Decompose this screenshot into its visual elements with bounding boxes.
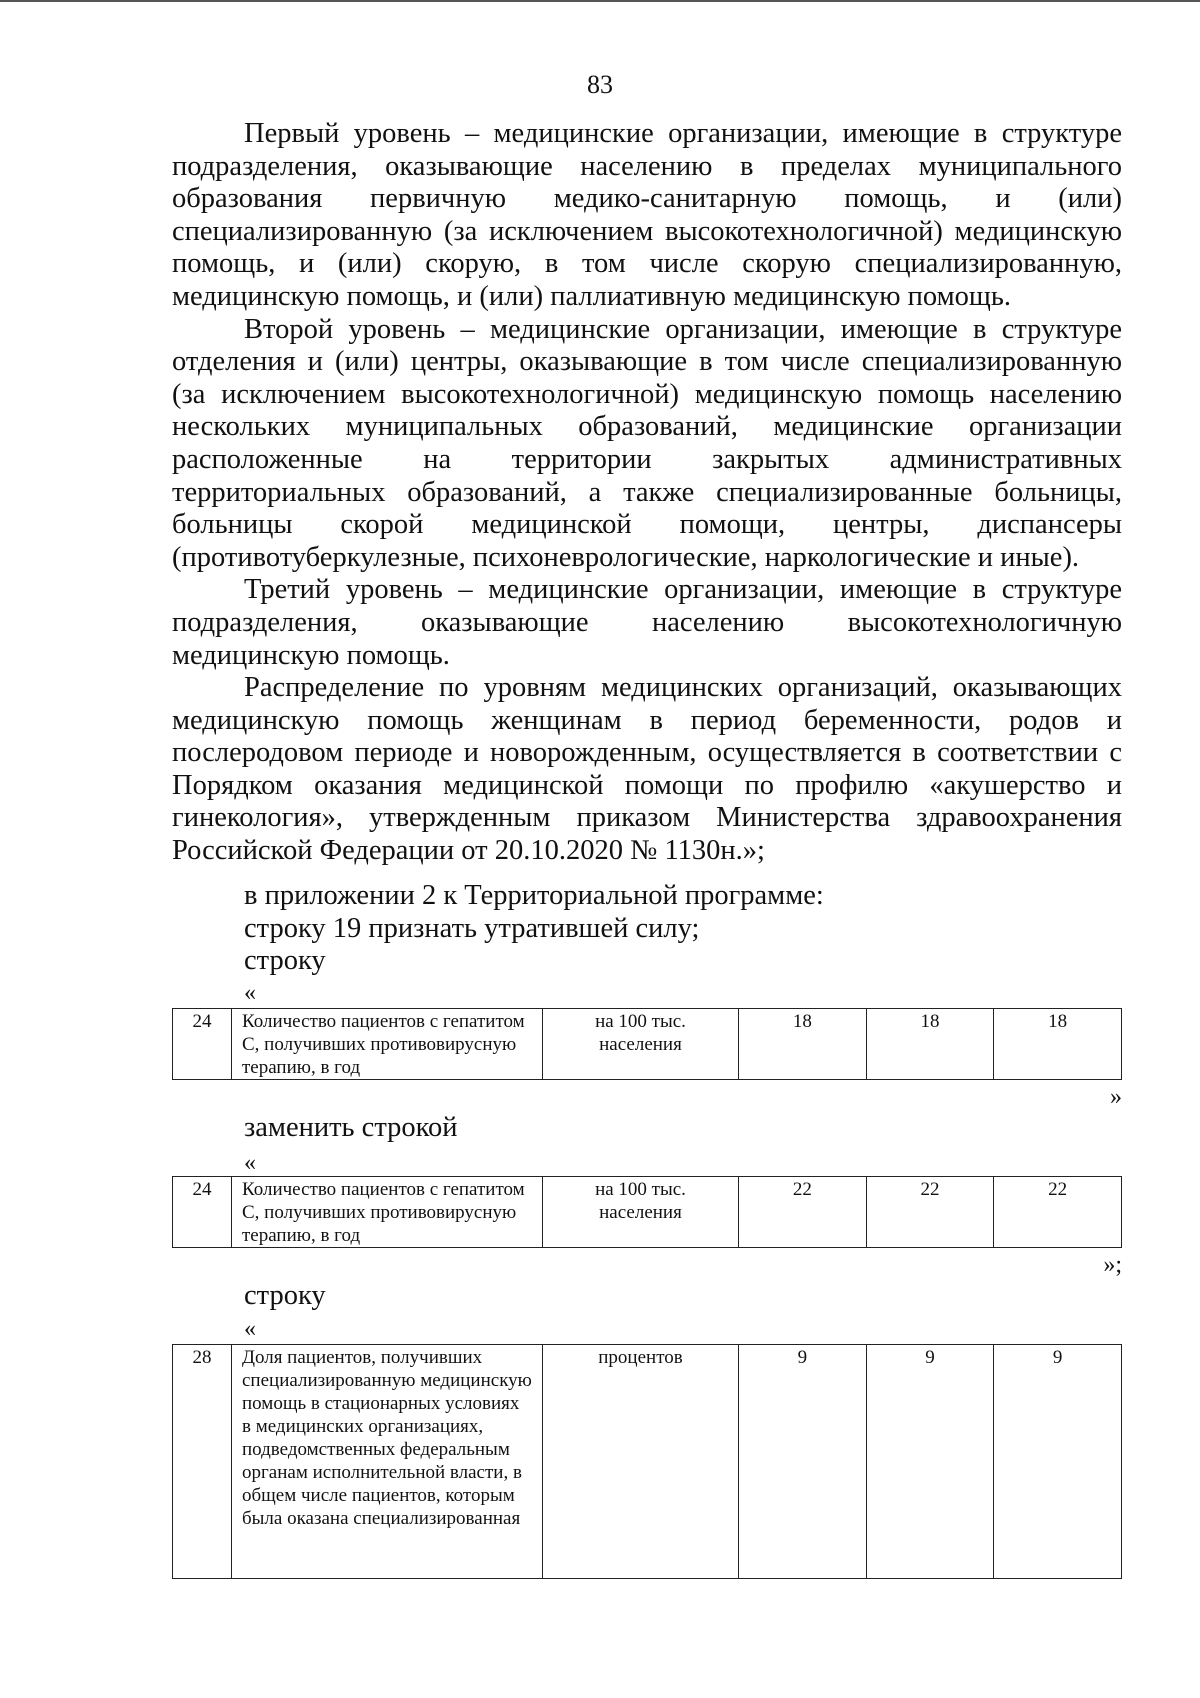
page-number: 83 — [587, 70, 613, 99]
row19-line: строку 19 признать утратившей силу; — [244, 913, 700, 944]
paragraph-third-level: Третий уровень – медицинские организации, имеющие в структуре подразделения, оказывающие населению высокотехнологичную медицинскую помощь. — [172, 574, 1122, 671]
table-row-share — [172, 1344, 1122, 1579]
row-word-line: строку — [244, 945, 326, 976]
cell-value-2: 22 — [866, 1177, 994, 1248]
cell-num: 28 — [173, 1345, 232, 1579]
paragraph-first-level: Первый уровень – медицинские организации, имеющие в структуре подразделения, оказывающие населению в пределах муниципального образования первичную медико-санитарную помощь, и (или) специализированную (за исключением высокотехнологичной) медицинскую помощь, и (или) скорую, в том числе скорую специализированную, медицинскую помощь, и (или) паллиативную медицинскую помощь. — [172, 118, 1122, 312]
paragraph-second-level: Второй уровень – медицинские организации, имеющие в структуре отделения и (или) центры, оказывающие в том числе специализированную (за исключением высокотехнологичной) медицинскую помощь населению нескольких муниципальных образований, медицинские организации расположенные на территории закрытых административных территориальных образований, а также специализированные больницы, больницы скорой медицинской помощи, центры, диспансеры (противотуберкулезные, психоневрологические, наркологические и иные). — [172, 313, 1122, 573]
table-row — [173, 1177, 1122, 1248]
cell-num: 24 — [173, 1009, 232, 1080]
replace-with-line: заменить строкой — [244, 1112, 458, 1143]
row-word-line-2: строку — [244, 1280, 326, 1311]
cell-value-3: 22 — [994, 1177, 1122, 1248]
close-quote-2: »; — [1103, 1252, 1122, 1278]
cell-value-3: 9 — [994, 1345, 1122, 1579]
cell-name: Количество пациентов с гепатитом С, получивших противовирусную терапию, в год — [232, 1177, 543, 1248]
cell-value-1: 9 — [739, 1345, 867, 1579]
open-quote-1: « — [244, 980, 256, 1006]
cell-name: Доля пациентов, получивших специализированную медицинскую помощь в стационарных условиях в медицинских организациях, подведомственных федеральным органам исполнительной власти, в общем числе пациентов, которым была оказана специализированная — [232, 1345, 543, 1579]
open-quote-3: « — [244, 1316, 256, 1342]
cell-name: Количество пациентов с гепатитом С, получивших противовирусную терапию, в год — [232, 1009, 543, 1080]
cell-unit: на 100 тыс. населения — [543, 1009, 739, 1080]
body-text — [172, 118, 1122, 868]
table-row-new — [172, 1176, 1122, 1248]
cell-unit: на 100 тыс. населения — [543, 1177, 739, 1248]
cell-value-2: 18 — [866, 1009, 994, 1080]
cell-value-3: 18 — [994, 1009, 1122, 1080]
close-quote-1: » — [1110, 1084, 1122, 1110]
table-row — [173, 1345, 1122, 1579]
table-row — [173, 1009, 1122, 1080]
table-row-old — [172, 1008, 1122, 1080]
cell-num: 24 — [173, 1177, 232, 1248]
paragraph-distribution: Распределение по уровням медицинских организаций, оказывающих медицинскую помощь женщинам в период беременности, родов и послеродовом периоде и новорожденным, осуществляется в соответствии с Порядком оказания медицинской помощи по профилю «акушерство и гинекология», утвержденным приказом Министерства здравоохранения Российской Федерации от 20.10.2020 № 1130н.»; — [172, 672, 1122, 867]
cell-unit: процентов — [543, 1345, 739, 1579]
open-quote-2: « — [244, 1150, 256, 1176]
top-border-line — [0, 0, 1200, 2]
cell-value-1: 18 — [739, 1009, 867, 1080]
cell-value-2: 9 — [866, 1345, 994, 1579]
cell-value-1: 22 — [739, 1177, 867, 1248]
appendix-line: в приложении 2 к Территориальной программе: — [244, 880, 824, 911]
